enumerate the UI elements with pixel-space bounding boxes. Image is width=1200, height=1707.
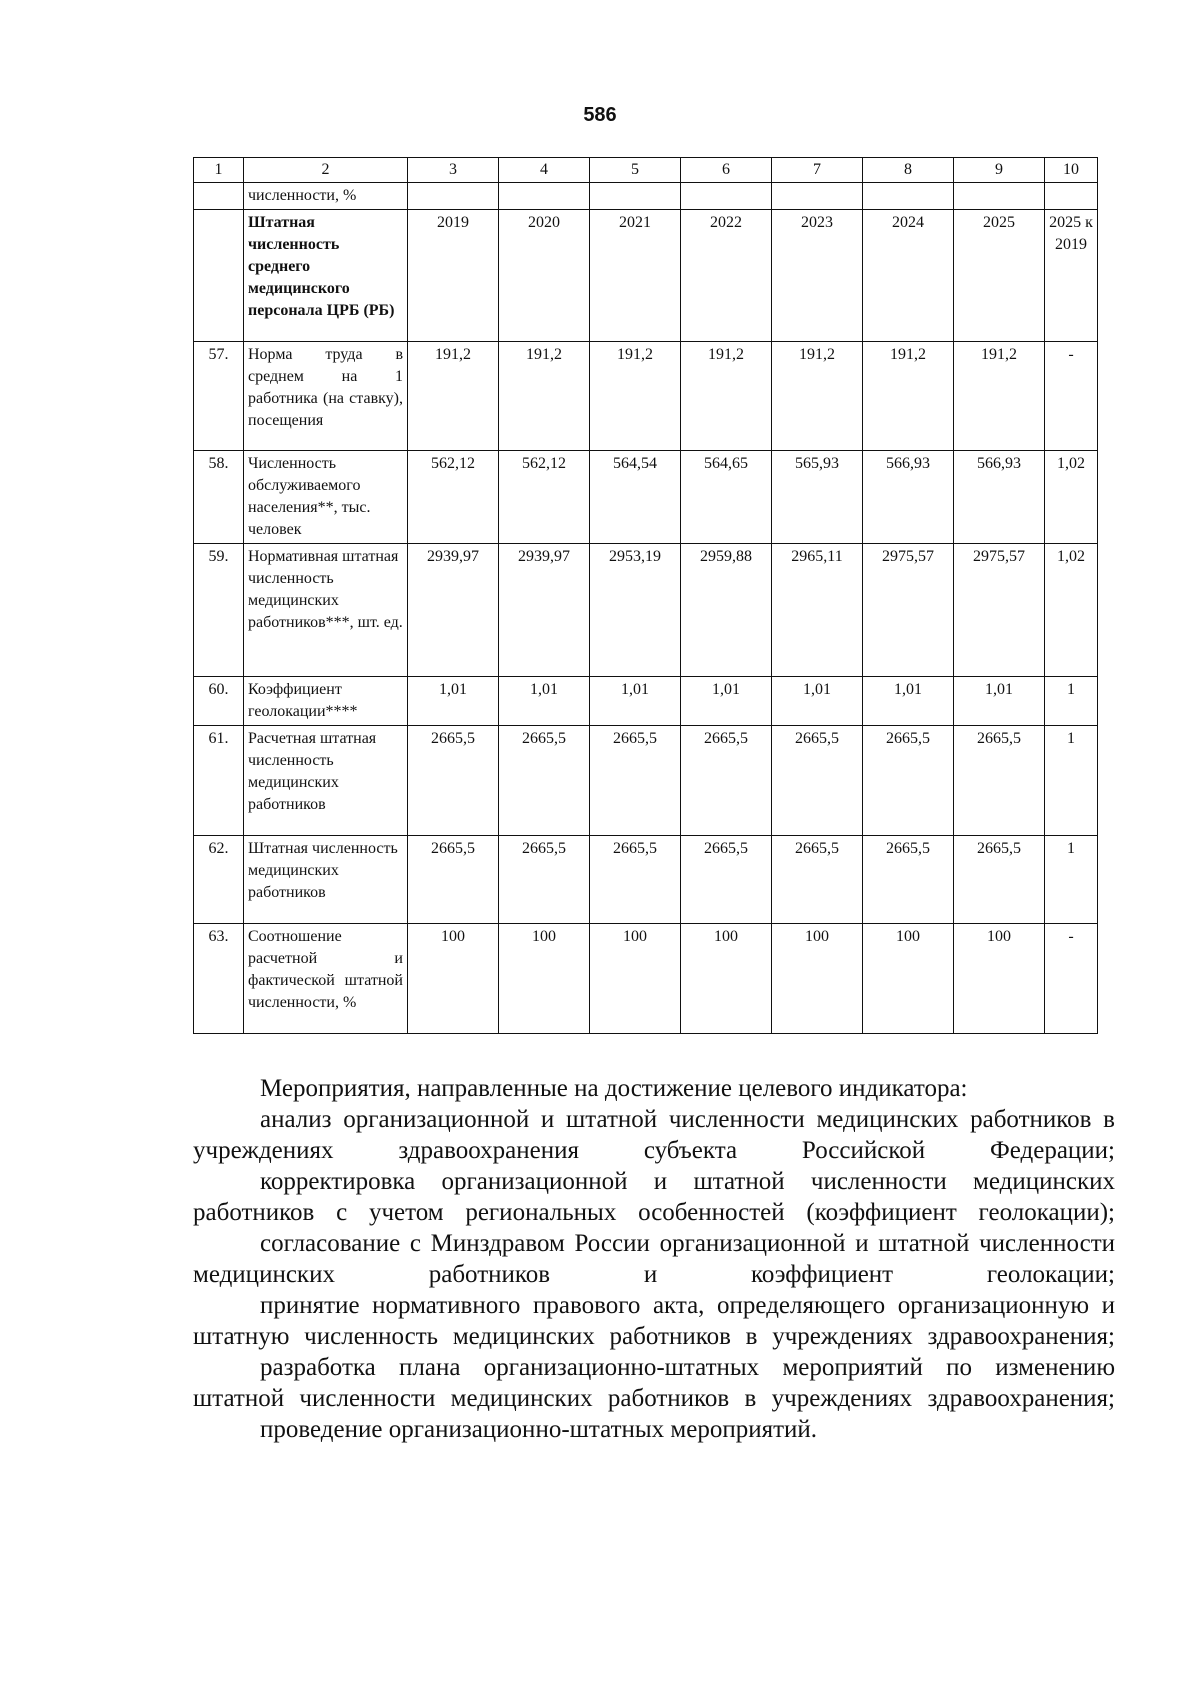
value-cell: 2953,19 xyxy=(590,544,681,677)
empty-cell xyxy=(954,183,1045,210)
value-cell: 2665,5 xyxy=(772,836,863,924)
value-cell: 2665,5 xyxy=(954,836,1045,924)
value-cell: 1 xyxy=(1045,726,1098,836)
value-cell: 2665,5 xyxy=(590,836,681,924)
value-cell: 100 xyxy=(408,924,499,1034)
value-cell: 1 xyxy=(1045,677,1098,726)
value-cell: 562,12 xyxy=(408,451,499,544)
table-row xyxy=(194,677,1098,726)
table-header-row xyxy=(194,158,1098,183)
empty-cell xyxy=(863,183,954,210)
continuation-label: численности, % xyxy=(244,183,408,210)
value-cell: 2665,5 xyxy=(408,726,499,836)
year-cell: 2019 xyxy=(408,210,499,342)
empty-cell xyxy=(408,183,499,210)
year-cell: 2024 xyxy=(863,210,954,342)
year-cell: 2025 к 2019 xyxy=(1045,210,1098,342)
measures-text xyxy=(193,1073,1115,1445)
measure-item: корректировка организационной и штатной численности медицинских работников с учетом региональных особенностей (коэффициент геолокации); xyxy=(193,1168,1115,1226)
header-cell: 6 xyxy=(681,158,772,183)
value-cell: 191,2 xyxy=(681,342,772,451)
row-number: 57. xyxy=(194,342,244,451)
table-row xyxy=(194,836,1098,924)
row-label: Расчетная штатная численность медицинских работников xyxy=(244,726,408,836)
value-cell: 2665,5 xyxy=(408,836,499,924)
year-cell: 2022 xyxy=(681,210,772,342)
value-cell: - xyxy=(1045,342,1098,451)
measure-item: разработка плана организационно-штатных мероприятий по изменению штатной численности медицинских работников в учреждениях здравоохранения; xyxy=(193,1354,1115,1412)
header-cell: 1 xyxy=(194,158,244,183)
value-cell: 2965,11 xyxy=(772,544,863,677)
value-cell: 1,01 xyxy=(772,677,863,726)
section-title: Штатная численность среднего медицинского персонала ЦРБ (РБ) xyxy=(244,210,408,342)
value-cell: 2665,5 xyxy=(863,726,954,836)
value-cell: 191,2 xyxy=(499,342,590,451)
value-cell: 2665,5 xyxy=(590,726,681,836)
header-cell: 10 xyxy=(1045,158,1098,183)
value-cell: 2665,5 xyxy=(954,726,1045,836)
empty-cell xyxy=(194,183,244,210)
value-cell: 2975,57 xyxy=(954,544,1045,677)
row-label: Нормативная штатная численность медицинских работников***, шт. ед. xyxy=(244,544,408,677)
value-cell: 2959,88 xyxy=(681,544,772,677)
value-cell: 566,93 xyxy=(863,451,954,544)
section-header-row xyxy=(194,210,1098,342)
value-cell: 1,01 xyxy=(590,677,681,726)
table-row xyxy=(194,924,1098,1034)
value-cell: 100 xyxy=(772,924,863,1034)
row-number: 62. xyxy=(194,836,244,924)
value-cell: 191,2 xyxy=(954,342,1045,451)
year-cell: 2025 xyxy=(954,210,1045,342)
table-row xyxy=(194,451,1098,544)
value-cell: 1,01 xyxy=(954,677,1045,726)
value-cell: 2939,97 xyxy=(499,544,590,677)
year-cell: 2023 xyxy=(772,210,863,342)
table-row xyxy=(194,342,1098,451)
value-cell: 2665,5 xyxy=(499,726,590,836)
value-cell: 1,01 xyxy=(863,677,954,726)
value-cell: 100 xyxy=(863,924,954,1034)
value-cell: 564,65 xyxy=(681,451,772,544)
header-cell: 8 xyxy=(863,158,954,183)
header-cell: 4 xyxy=(499,158,590,183)
value-cell: 2665,5 xyxy=(772,726,863,836)
row-number: 61. xyxy=(194,726,244,836)
value-cell: 191,2 xyxy=(863,342,954,451)
header-cell: 9 xyxy=(954,158,1045,183)
measure-item: анализ организационной и штатной численности медицинских работников в учреждениях здравоохранения субъекта Российской Федерации; xyxy=(193,1106,1115,1164)
value-cell: 1,02 xyxy=(1045,451,1098,544)
value-cell: 191,2 xyxy=(772,342,863,451)
row-number: 59. xyxy=(194,544,244,677)
row-number: 63. xyxy=(194,924,244,1034)
value-cell: 191,2 xyxy=(590,342,681,451)
row-label: Штатная численность медицинских работников xyxy=(244,836,408,924)
row-label: Соотношение расчетной и фактической штатной численности, % xyxy=(244,924,408,1034)
row-number: 60. xyxy=(194,677,244,726)
table-row xyxy=(194,544,1098,677)
indicators-table xyxy=(193,157,1098,1034)
measure-item: проведение организационно-штатных мероприятий. xyxy=(260,1416,818,1443)
header-cell: 5 xyxy=(590,158,681,183)
continuation-row xyxy=(194,183,1098,210)
empty-cell xyxy=(194,210,244,342)
measures-heading: Мероприятия, направленные на достижение целевого индикатора: xyxy=(260,1075,968,1102)
value-cell: 100 xyxy=(499,924,590,1034)
value-cell: 565,93 xyxy=(772,451,863,544)
value-cell: 1,01 xyxy=(681,677,772,726)
header-cell: 7 xyxy=(772,158,863,183)
header-cell: 2 xyxy=(244,158,408,183)
year-cell: 2021 xyxy=(590,210,681,342)
value-cell: - xyxy=(1045,924,1098,1034)
empty-cell xyxy=(1045,183,1098,210)
value-cell: 566,93 xyxy=(954,451,1045,544)
value-cell: 100 xyxy=(681,924,772,1034)
value-cell: 1,01 xyxy=(499,677,590,726)
value-cell: 2665,5 xyxy=(863,836,954,924)
row-label: Норма труда в среднем на 1 работника (на ставку), посещения xyxy=(244,342,408,451)
value-cell: 2665,5 xyxy=(681,726,772,836)
value-cell: 562,12 xyxy=(499,451,590,544)
value-cell: 2939,97 xyxy=(408,544,499,677)
value-cell: 1,01 xyxy=(408,677,499,726)
empty-cell xyxy=(681,183,772,210)
value-cell: 2665,5 xyxy=(499,836,590,924)
value-cell: 1,02 xyxy=(1045,544,1098,677)
row-label: Численность обслуживаемого населения**, тыс. человек xyxy=(244,451,408,544)
value-cell: 191,2 xyxy=(408,342,499,451)
page-number: 586 xyxy=(583,104,617,126)
header-cell: 3 xyxy=(408,158,499,183)
value-cell: 2665,5 xyxy=(681,836,772,924)
year-cell: 2020 xyxy=(499,210,590,342)
value-cell: 100 xyxy=(590,924,681,1034)
value-cell: 1 xyxy=(1045,836,1098,924)
table-row xyxy=(194,726,1098,836)
empty-cell xyxy=(590,183,681,210)
value-cell: 2975,57 xyxy=(863,544,954,677)
measure-item: согласование с Минздравом России организационной и штатной численности медицинских работников и коэффициент геолокации; xyxy=(193,1230,1115,1288)
empty-cell xyxy=(499,183,590,210)
row-label: Коэффициент геолокации**** xyxy=(244,677,408,726)
row-number: 58. xyxy=(194,451,244,544)
value-cell: 100 xyxy=(954,924,1045,1034)
measure-item: принятие нормативного правового акта, определяющего организационную и штатную численность медицинских работников в учреждениях здравоохранения; xyxy=(193,1292,1115,1350)
empty-cell xyxy=(772,183,863,210)
value-cell: 564,54 xyxy=(590,451,681,544)
